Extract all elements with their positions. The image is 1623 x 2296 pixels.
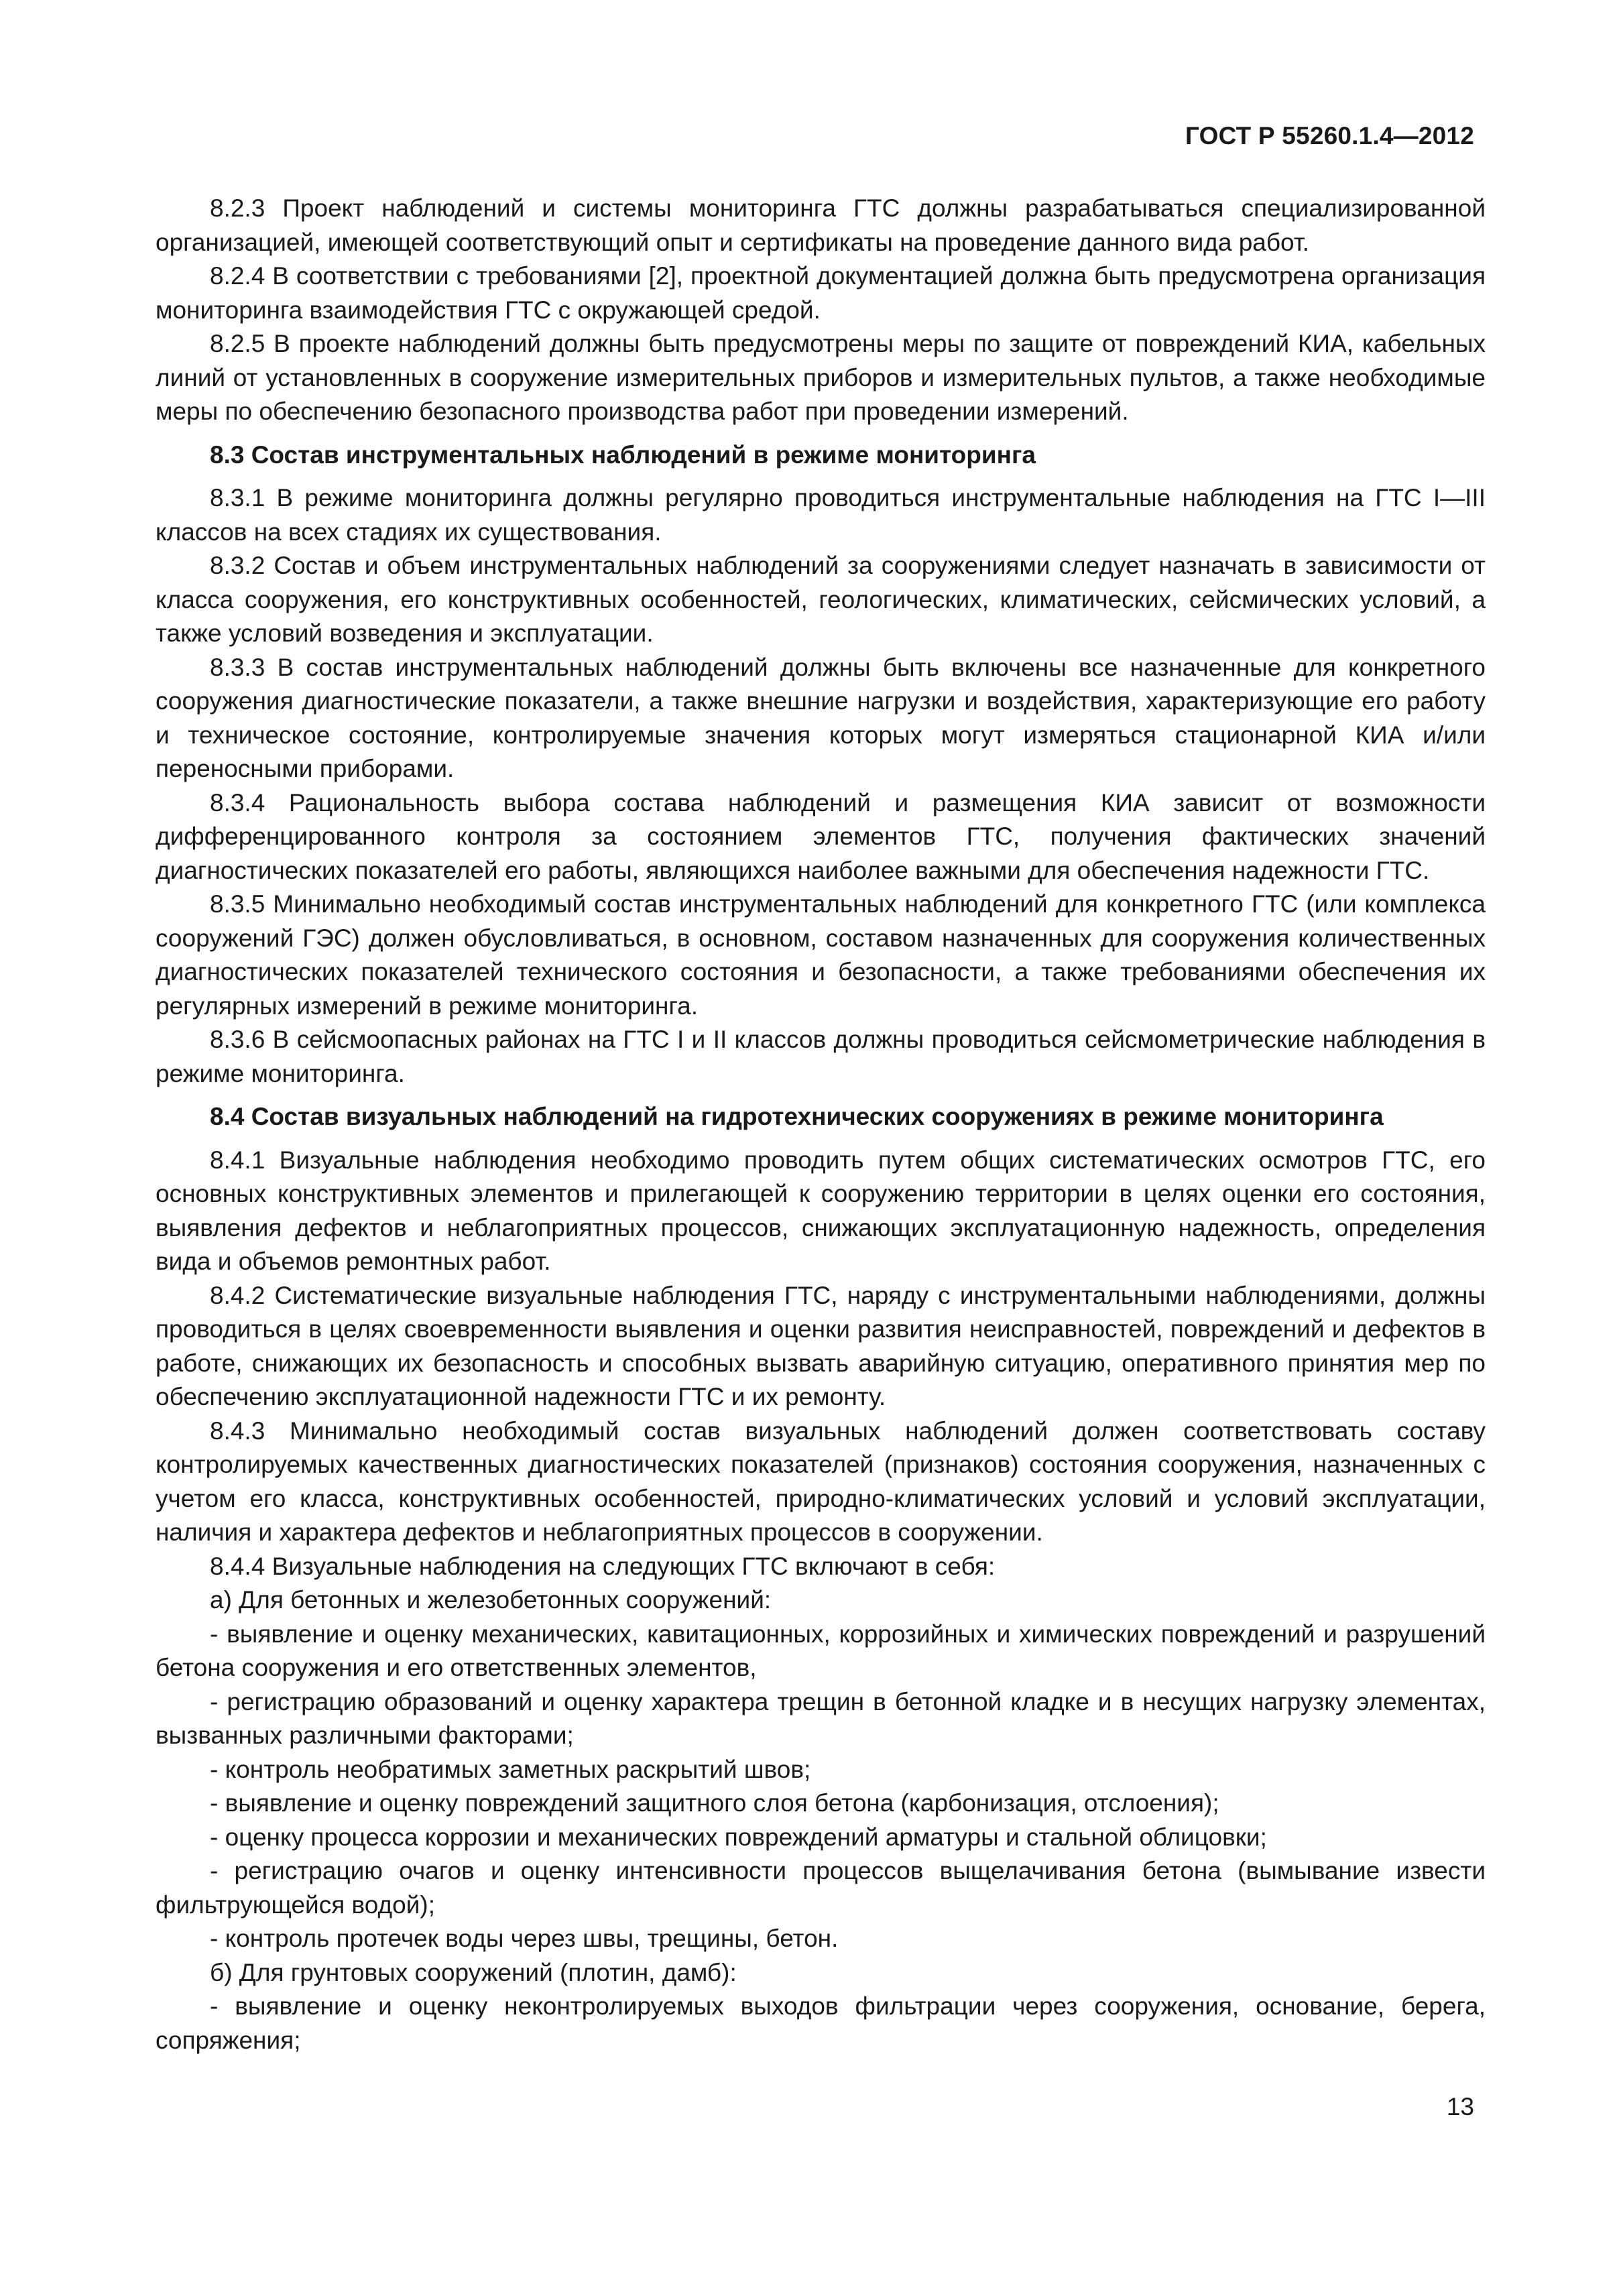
paragraph-8-2-5: 8.2.5 В проекте наблюдений должны быть предусмотрены меры по защите от повреждений КИА, кабельных линий от установленных в сооружение измерительных приборов и измерительных пультов, а также необходимые меры по обеспечению безопасного производства работ при проведении измерений. xyxy=(156,330,1486,425)
paragraph-8-3-5: 8.3.5 Минимально необходимый состав инструментальных наблюдений для конкретного ГТС (или комплекса сооружений ГЭС) должен обусловливаться, в основном, составом назначенных для сооружения количественных диагностических показателей технического состояния и безопасности, а также требованиями обеспечения их регулярных измерений в режиме мониторинга. xyxy=(156,890,1486,1020)
paragraph-8-3-1: 8.3.1 В режиме мониторинга должны регулярно проводиться инструментальные наблюдения на ГТС I—III классов на всех стадиях их существования. xyxy=(156,484,1486,546)
paragraph-8-3-2: 8.3.2 Состав и объем инструментальных наблюдений за сооружениями следует назначать в зависимости от класса сооружения, его конструктивных особенностей, геологических, климатических, сейсмических условий, а также условий возведения и эксплуатации. xyxy=(156,552,1486,647)
section-heading-8-4: 8.4 Состав визуальных наблюдений на гидротехнических сооружениях в режиме мониторинга xyxy=(210,1103,1384,1130)
list-heading-concrete: а) Для бетонных и железобетонных сооружений: xyxy=(210,1586,772,1614)
document-body xyxy=(156,192,1486,2057)
paragraph-8-3-3: 8.3.3 В состав инструментальных наблюдений должны быть включены все назначенные для конкретного сооружения диагностические показатели, а также внешние нагрузки и воздействия, характеризующие его работу и техническое состояние, контролируемые значения которых могут измеряться стационарной КИА и/или переносными приборами. xyxy=(156,653,1486,782)
paragraph-8-4-3: 8.4.3 Минимально необходимый состав визуальных наблюдений должен соответствовать составу контролируемых качественных диагностических показателей (признаков) состояния сооружения, назначенных с учетом его класса, конструктивных особенностей, природно-климатических условий и условий эксплуатации, наличия и характера дефектов и неблагоприятных процессов в сооружении. xyxy=(156,1416,1486,1546)
paragraph-8-4-4: 8.4.4 Визуальные наблюдения на следующих ГТС включают в себя: xyxy=(210,1552,996,1580)
list-item: - выявление и оценку повреждений защитного слоя бетона (карбонизация, отслоения); xyxy=(210,1789,1219,1817)
paragraph-8-3-4: 8.3.4 Рациональность выбора состава наблюдений и размещения КИА зависит от возможности дифференцированного контроля за состоянием элементов ГТС, получения фактических значений диагностических показателей его работы, являющихся наиболее важными для обеспечения надежности ГТС. xyxy=(156,788,1486,884)
list-item: - регистрацию образований и оценку характера трещин в бетонной кладке и в несущих нагрузку элементах, вызванных различными факторами; xyxy=(156,1687,1486,1749)
list-item: - оценку процесса коррозии и механических повреждений арматуры и стальной облицовки; xyxy=(210,1823,1267,1851)
list-heading-soil: б) Для грунтовых сооружений (плотин, дамб): xyxy=(210,1958,737,1986)
paragraph-8-3-6: 8.3.6 В сейсмоопасных районах на ГТС I и II классов должны проводиться сейсмометрические наблюдения в режиме мониторинга. xyxy=(156,1026,1486,1087)
paragraph-8-2-3: 8.2.3 Проект наблюдений и системы мониторинга ГТС должны разрабатываться специализированной организацией, имеющей соответствующий опыт и сертификаты на проведение данного вида работ. xyxy=(156,194,1486,256)
page-number: 13 xyxy=(1446,2093,1474,2120)
list-item: - контроль протечек воды через швы, трещины, бетон. xyxy=(210,1925,839,1952)
section-heading-8-3: 8.3 Состав инструментальных наблюдений в режиме мониторинга xyxy=(210,440,1036,469)
list-item: - выявление и оценку неконтролируемых выходов фильтрации через сооружения, основание, берега, сопряжения; xyxy=(156,1992,1486,2054)
paragraph-8-2-4: 8.2.4 В соответствии с требованиями [2], проектной документацией должна быть предусмотрена организация мониторинга взаимодействия ГТС с окружающей средой. xyxy=(156,262,1486,324)
list-item: - выявление и оценку механических, кавитационных, коррозийных и химических повреждений и разрушений бетона сооружения и его ответственных элементов, xyxy=(156,1620,1486,1681)
list-item: - контроль необратимых заметных раскрытий швов; xyxy=(210,1755,811,1783)
list-item: - регистрацию очагов и оценку интенсивности процессов выщелачивания бетона (вымывание извести фильтрующейся водой); xyxy=(156,1857,1486,1919)
paragraph-8-4-1: 8.4.1 Визуальные наблюдения необходимо проводить путем общих систематических осмотров ГТС, его основных конструктивных элементов и прилегающей к сооружению территории в целях оценки его состояния, выявления дефектов и неблагоприятных процессов, снижающих эксплуатационную надежность, определения вида и объемов ремонтных работ. xyxy=(156,1146,1486,1275)
paragraph-8-4-2: 8.4.2 Систематические визуальные наблюдения ГТС, наряду с инструментальными наблюдениями, должны проводиться в целях своевременности выявления и оценки развития неисправностей, повреждений и дефектов в работе, снижающих их безопасность и способных вызвать аварийную ситуацию, оперативного принятия мер по обеспечению эксплуатационной надежности ГТС и их ремонту. xyxy=(156,1281,1486,1410)
document-code-header: ГОСТ Р 55260.1.4—2012 xyxy=(1185,122,1474,149)
